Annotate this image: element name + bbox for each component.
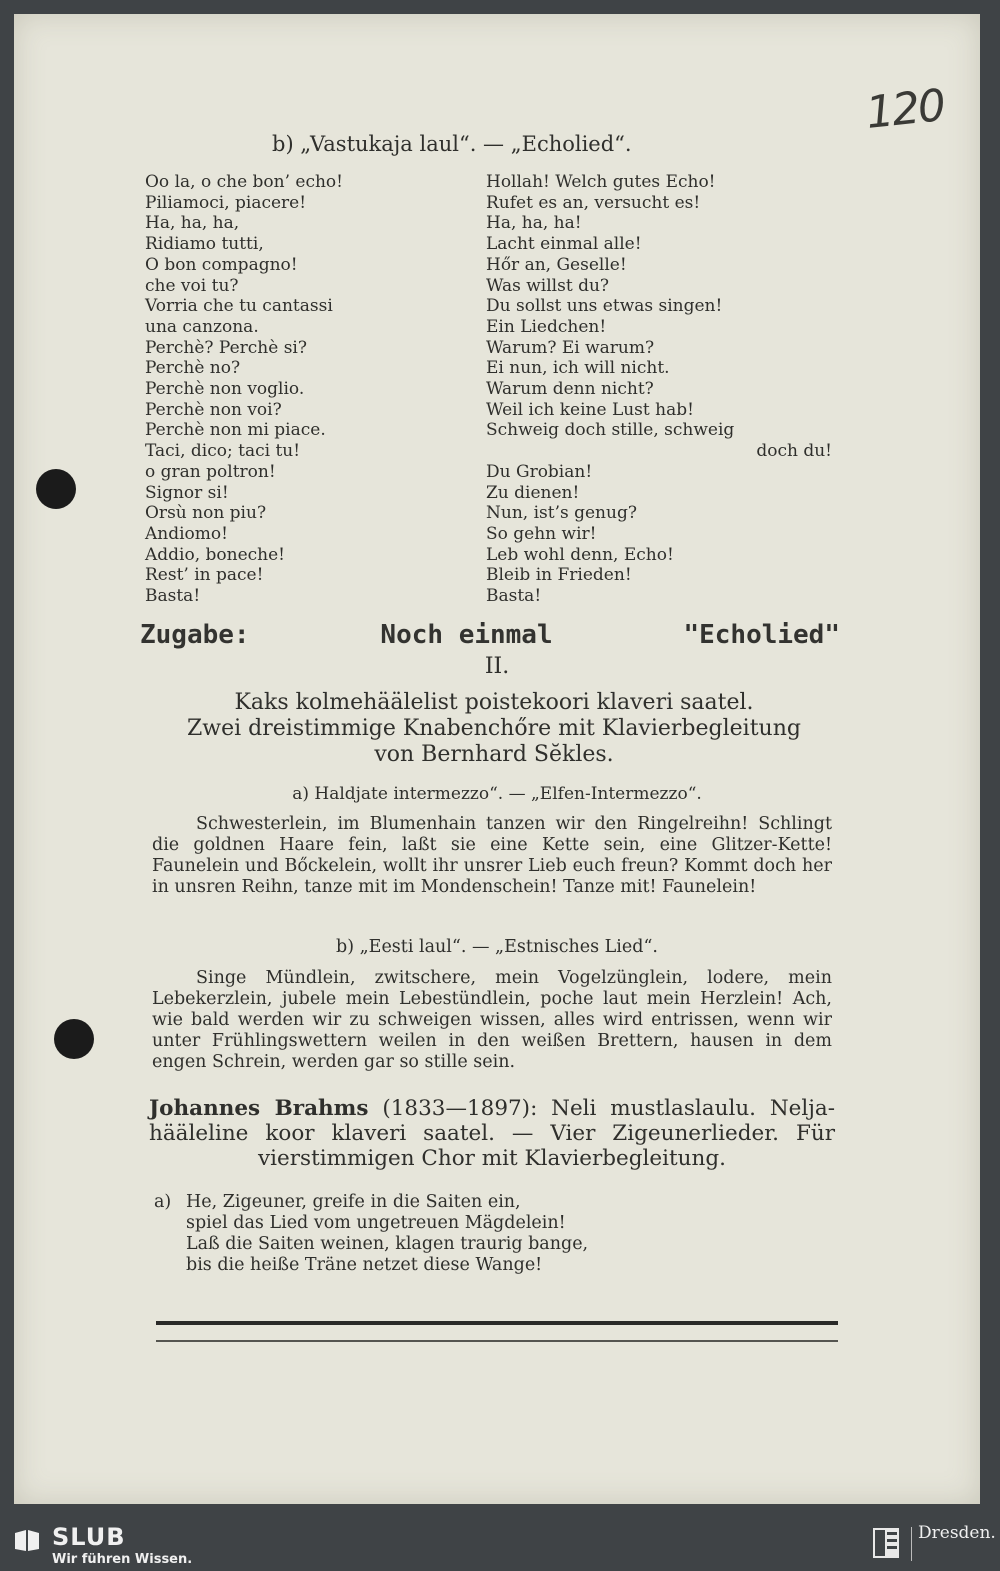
verse-marker: a) [154, 1192, 172, 1212]
lyric-line: Rufet es an, versucht es! [486, 192, 701, 213]
dresden-logo[interactable] [918, 1525, 996, 1541]
closing-rule-thin [156, 1340, 838, 1342]
page-number: 120 [863, 80, 947, 139]
lyric-line: Weil ich keine Lust hab! [486, 399, 694, 420]
lyric-line: Perchè non voglio. [145, 379, 305, 400]
lyric-line: Perchè no? [145, 358, 241, 379]
lyric-line: Signor si! [145, 482, 229, 503]
brahms-title-line-3: vierstimmigen Chor mit Klavierbegleitung. [258, 1146, 726, 1171]
echolied-heading: b) „Vastukaja laul“. — „Echolied“. [272, 132, 632, 156]
punch-hole-top [36, 469, 76, 509]
slub-logo[interactable]: SLUB [52, 1523, 126, 1551]
lyric-line: Nun, ist’s genug? [486, 503, 637, 524]
brahms-title-line-1 [149, 1096, 835, 1121]
lyric-line: che voi tu? [145, 275, 239, 296]
lyric-line: Warum denn nicht? [486, 379, 654, 400]
closing-rule-thick [156, 1321, 838, 1325]
composer-dates: (1833—1897): Neli mustlaslaulu. Nelja- [368, 1096, 835, 1121]
book-icon [14, 1529, 40, 1553]
lyric-line: Perchè non mi piace. [145, 420, 326, 441]
encore-text-2: "Echolied" [683, 620, 840, 650]
slub-tagline: Wir führen Wissen. [52, 1552, 193, 1567]
estnisches-text: Singe Mündlein, zwitschere, mein Vogelzünglein, lodere, mein Lebekerzlein, jubele mein Lebestündlein, poche laut mein Herzlein! Ach, wie bald werden wir zu schweigen wissen, alles wird entrissen, wenn wir unter Frühlingswettern weilen in den weißen Brettern, hausen in dem engen Schrein, werden gar so stille sein. [152, 968, 832, 1072]
lyric-line: Perchè non voi? [145, 399, 282, 420]
brahms-title [149, 1096, 835, 1171]
lyric-line: Oo la, o che bon’ echo! [145, 172, 343, 192]
section-title-line: von Bernhard Sĕkles. [374, 742, 614, 767]
encore-label: Zugabe: [140, 620, 250, 650]
footer-bar [0, 1519, 1000, 1571]
elfen-text: Schwesterlein, im Blumenhain tanzen wir den Ringelreihn! Schlingt die goldnen Haare fein, laßt sie eine Kette sein, eine Glitzer-Kette! Faunelein und Bőckelein, wollt ihr unsrer Lieb euch freun? Kommt doch her in unsren Reihn, tanze mit im Mondenschein! Tanze mit! Faunelein! [152, 814, 832, 897]
section-title-line: Kaks kolmehäälelist poistekoori klaveri saatel. [234, 690, 754, 715]
lyric-line: una canzona. [145, 316, 259, 337]
dresden-text: Dresden. [918, 1523, 996, 1543]
document-page [14, 14, 980, 1504]
lyric-line: Hollah! Welch gutes Echo! [486, 172, 716, 192]
lyric-line: Perchè? Perchè si? [145, 337, 307, 358]
encore-text-1: Noch einmal [380, 620, 553, 650]
verse-line: Laß die Saiten weinen, klagen traurig bange, [186, 1234, 589, 1254]
zigeuner-verse [154, 1192, 588, 1276]
encore-line [140, 620, 840, 650]
german-lyrics-column [486, 172, 832, 607]
lyric-line: o gran poltron! [145, 461, 276, 482]
lyric-line: Ha, ha, ha! [486, 213, 582, 234]
lyric-line: Basta! [486, 586, 542, 607]
lyric-line: Ridiamo tutti, [145, 234, 264, 255]
elfen-heading: a) Haldjate intermezzo“. — „Elfen-Intermezzo“. [292, 784, 702, 804]
lyric-line: Rest’ in pace! [145, 565, 264, 586]
lyric-line: Piliamoci, piacere! [145, 192, 307, 213]
lyric-line: Basta! [145, 586, 201, 607]
composer-name: Johannes Brahms [149, 1096, 369, 1121]
lyric-line: Ein Liedchen! [486, 316, 607, 337]
lyric-line: Leb wohl denn, Echo! [486, 544, 674, 565]
brahms-title-line-2: hääleline koor klaveri saatel. — Vier Zigeunerlieder. Für [149, 1121, 835, 1146]
lyric-line: Vorria che tu cantassi [145, 296, 333, 317]
estnisches-heading: b) „Eesti laul“. — „Estnisches Lied“. [336, 937, 658, 957]
lyric-line: Du Grobian! [486, 461, 593, 482]
verse-line: He, Zigeuner, greife in die Saiten ein, [186, 1192, 521, 1212]
section-title [144, 690, 844, 768]
lyric-line: Andiomo! [145, 523, 228, 544]
lyric-line: Warum? Ei warum? [486, 337, 655, 358]
lyric-line: So gehn wir! [486, 523, 597, 544]
lyric-line: Bleib in Frieden! [486, 565, 632, 586]
lyric-line: doch du! [756, 441, 832, 462]
lyric-line: Ei nun, ich will nicht. [486, 358, 670, 379]
verse-line: bis die heiße Träne netzet diese Wange! [186, 1255, 543, 1275]
footer-divider [911, 1527, 912, 1561]
lyric-line: Was willst du? [486, 275, 610, 296]
city-crest-icon [873, 1528, 899, 1558]
punch-hole-bottom [54, 1019, 94, 1059]
lyric-line: Hőr an, Geselle! [486, 254, 627, 275]
verse-line: spiel das Lied vom ungetreuen Mägdelein! [186, 1213, 566, 1233]
lyric-line: O bon compagno! [145, 254, 298, 275]
lyric-line: Ha, ha, ha, [145, 213, 240, 234]
lyric-line: Addio, boneche! [145, 544, 286, 565]
lyric-line: Taci, dico; taci tu! [145, 441, 301, 462]
lyric-line: Zu dienen! [486, 482, 580, 503]
lyric-line: Orsù non piu? [145, 503, 267, 524]
lyric-line: Lacht einmal alle! [486, 234, 642, 255]
section-number: II. [484, 654, 510, 679]
lyric-line: Schweig doch stille, schweig [486, 420, 735, 441]
lyric-line: Du sollst uns etwas singen! [486, 296, 723, 317]
italian-lyrics-column [145, 172, 475, 607]
section-title-line: Zwei dreistimmige Knabenchőre mit Klavierbegleitung [187, 716, 801, 741]
